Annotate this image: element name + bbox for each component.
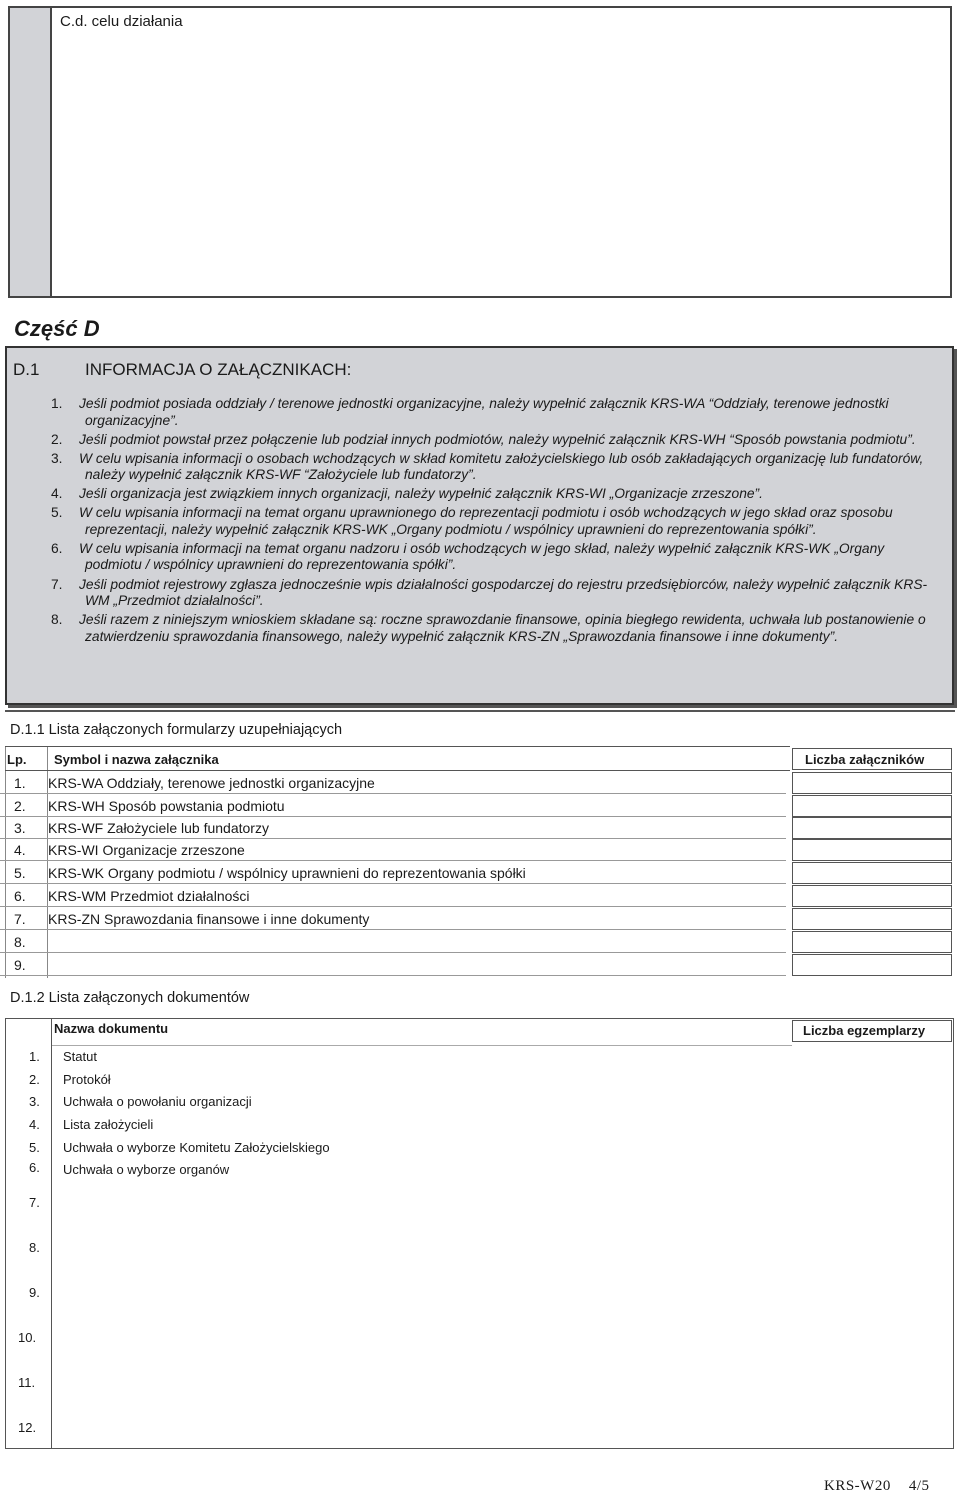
documents-col-name: Nazwa dokumentu [54, 1021, 169, 1036]
documents-header-line [52, 1045, 792, 1046]
row-line [0, 975, 786, 976]
row-text: KRS-WH Sposób powstania podmiotu [48, 798, 285, 814]
row-number: 1. [29, 1049, 40, 1064]
info-item [51, 486, 941, 503]
info-list [51, 396, 941, 648]
info-item [51, 451, 941, 484]
row-number: 6. [29, 1160, 40, 1175]
purpose-continuation-box [8, 6, 952, 298]
row-number: 5. [14, 865, 26, 881]
forms-row [0, 908, 790, 930]
row-line [0, 883, 786, 884]
info-item-number: 2. [51, 431, 63, 447]
info-item-text: Jeśli podmiot posiada oddziały / terenowe jednostki organizacyjne, należy wypełnić załącznik KRS-WA “Oddziały, terenowe jednostki organizacyjne”. [79, 396, 889, 428]
forms-row [0, 772, 790, 794]
info-number: D.1 [13, 360, 40, 379]
row-text: Uchwała o wyborze Komitetu Założycielskiego [63, 1140, 330, 1155]
row-number: 7. [29, 1195, 40, 1210]
forms-count-input[interactable] [792, 931, 952, 953]
forms-count-input[interactable] [792, 862, 952, 884]
info-item-number: 3. [51, 450, 63, 466]
row-number: 2. [14, 798, 26, 814]
row-line [0, 906, 786, 907]
info-item-number: 7. [51, 576, 63, 592]
form-code: KRS-W20 [824, 1478, 891, 1494]
row-text: KRS-WM Przedmiot działalności [48, 888, 250, 904]
info-item-number: 4. [51, 486, 63, 502]
row-number: 3. [14, 820, 26, 836]
forms-count-input[interactable] [792, 885, 952, 907]
page-footer [824, 1478, 930, 1495]
forms-count-input[interactable] [792, 795, 952, 817]
info-item [51, 612, 941, 645]
info-item [51, 505, 941, 538]
row-number: 12. [18, 1420, 37, 1435]
row-text: KRS-ZN Sprawozdania finansowe i inne dokumenty [48, 911, 370, 927]
documents-col-count: Liczba egzemplarzy [803, 1023, 926, 1038]
row-text: Uchwała o wyborze organów [63, 1162, 230, 1177]
row-number: 9. [29, 1285, 40, 1300]
info-item [51, 396, 941, 429]
info-heading [13, 360, 351, 380]
row-text: KRS-WA Oddziały, terenowe jednostki organizacyjne [48, 775, 375, 791]
info-item-text: Jeśli podmiot rejestrowy zgłasza jednocześnie wpis działalności gospodarczej do rejestru przedsiębiorców, należy wypełnić załącznik KRS-WM „Przedmiot działalności”. [79, 576, 928, 609]
info-item [51, 541, 941, 574]
forms-header-line [5, 746, 790, 747]
forms-count-input[interactable] [792, 817, 952, 839]
documents-section-title: D.1.2 Lista załączonych dokumentów [10, 990, 250, 1006]
forms-row [0, 795, 790, 817]
row-line [0, 860, 786, 861]
info-item-number: 5. [51, 505, 63, 521]
row-number: 5. [29, 1140, 40, 1155]
row-number: 4. [29, 1117, 40, 1132]
row-text: KRS-WK Organy podmiotu / wspólnicy uprawnieni do reprezentowania spółki [48, 865, 526, 881]
info-item-number: 8. [51, 612, 63, 628]
info-item-text: W celu wpisania informacji na temat organu nadzoru i osób wchodzących w jego skład, należy wypełnić załącznik KRS-WK „Organy podmiotu / wspólnicy uprawnieni do reprezentowania spółki”. [79, 540, 885, 573]
forms-section-title: D.1.1 Lista załączonych formularzy uzupełniających [10, 722, 343, 738]
row-number: 1. [14, 775, 26, 791]
forms-col-symbol: Symbol i nazwa załącznika [54, 752, 219, 767]
row-text: Protokół [63, 1072, 111, 1087]
documents-table-frame [5, 1018, 954, 1449]
info-item-text: Jeśli podmiot powstał przez połączenie lub podział innych podmiotów, należy wypełnić załącznik KRS-WH “Sposób powstania podmiotu”. [79, 431, 916, 447]
row-number: 9. [14, 957, 26, 973]
row-number: 8. [14, 934, 26, 950]
page-number: 4/5 [908, 1478, 930, 1494]
forms-row [0, 954, 790, 976]
info-item-number: 6. [51, 540, 63, 556]
part-title: Część D [14, 316, 100, 341]
side-strip [10, 8, 52, 296]
info-item-text: Jeśli organizacja jest związkiem innych organizacji, należy wypełnić załącznik KRS-WI „Organizacje zrzeszone”. [79, 486, 763, 502]
forms-row [0, 862, 790, 884]
row-text: Statut [63, 1049, 97, 1064]
row-number: 3. [29, 1094, 40, 1109]
info-item-text: W celu wpisania informacji o osobach wchodzących w skład komitetu założycielskiego lub osób zakładających organizację lub fundatorów, należy wypełnić załącznik KRS-WF “Założyciele lub fundatorzy”. [79, 450, 924, 483]
row-text: Lista założycieli [63, 1117, 154, 1132]
forms-count-input[interactable] [792, 772, 952, 794]
row-line [0, 929, 786, 930]
forms-row [0, 885, 790, 907]
row-text: KRS-WF Założyciele lub fundatorzy [48, 820, 269, 836]
row-number: 8. [29, 1240, 40, 1255]
row-number: 2. [29, 1072, 40, 1087]
row-line [0, 793, 786, 794]
forms-count-input[interactable] [792, 839, 952, 861]
info-item-text: Jeśli razem z niniejszym wnioskiem składane są: roczne sprawozdanie finansowe, opinia biegłego rewidenta, uchwała lub postanowienie o zatwierdzeniu sprawozdania finansowego, należy wypełnić załącznik KRS-ZN „Sprawozdania finansowe i inne dokumenty”. [79, 612, 926, 644]
documents-lp-divider [51, 1019, 52, 1448]
forms-count-input[interactable] [792, 908, 952, 930]
continuation-title: C.d. celu działania [60, 13, 183, 30]
info-item [51, 432, 941, 449]
row-number: 7. [14, 911, 26, 927]
attachments-info-box [5, 346, 954, 705]
row-number: 10. [18, 1330, 37, 1345]
forms-count-input[interactable] [792, 954, 952, 976]
row-line [0, 952, 786, 953]
forms-header-bottom [5, 770, 790, 771]
forms-col-lp: Lp. [7, 752, 27, 767]
row-number: 6. [14, 888, 26, 904]
info-item-number: 1. [51, 396, 63, 411]
forms-col-count: Liczba załączników [805, 752, 925, 767]
row-text: Uchwała o powołaniu organizacji [63, 1094, 252, 1109]
forms-row [0, 817, 790, 839]
forms-row [0, 931, 790, 953]
info-heading-text: INFORMACJA O ZAŁĄCZNIKACH: [85, 360, 352, 379]
info-item [51, 577, 941, 610]
forms-row [0, 839, 790, 861]
info-item-text: W celu wpisania informacji na temat organu uprawnionego do reprezentacji podmiotu i osób wchodzących w jego skład oraz sposobu reprezentacji, należy wypełnić załącznik KRS-WK „Organy podmiotu / wspólnicy uprawnieni do reprezentowania spółki”. [79, 505, 893, 537]
row-number: 4. [14, 842, 26, 858]
row-number: 11. [18, 1375, 36, 1390]
row-text: KRS-WI Organizacje zrzeszone [48, 842, 245, 858]
